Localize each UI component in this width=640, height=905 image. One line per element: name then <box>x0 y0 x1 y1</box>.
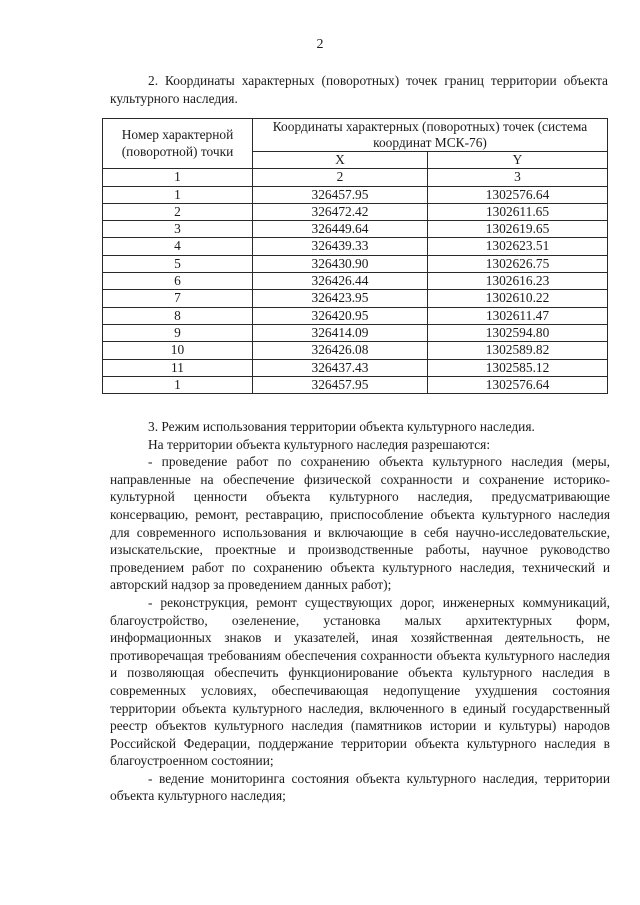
table-row <box>103 359 608 376</box>
y-coordinate-cell: 1302626.75 <box>428 255 608 272</box>
y-coordinate-cell: 1302611.47 <box>428 307 608 324</box>
table-row <box>103 324 608 341</box>
point-number-cell: 5 <box>103 255 253 272</box>
table-row <box>103 273 608 290</box>
x-coordinate-cell: 326426.08 <box>253 342 428 359</box>
table-row <box>103 307 608 324</box>
y-coordinate-cell: 1302611.65 <box>428 203 608 220</box>
point-number-cell: 4 <box>103 238 253 255</box>
point-number-cell: 1 <box>103 376 253 393</box>
point-number-cell: 8 <box>103 307 253 324</box>
x-coordinate-cell: 326439.33 <box>253 238 428 255</box>
x-coordinate-cell: 326426.44 <box>253 273 428 290</box>
permitted-item-reconstruction: - реконструкция, ремонт существующих дорог, инженерных коммуникаций, благоустройство, озеленение, установка малых архитектурных форм, информационных знаков и указателей, иная хозяйственная деятельность, не противоречащая требованиям обеспечения сохранности объекта культурного наследия и позволяющая обеспечить функционирование объекта культурного наследия в современных условиях, обеспечивающая недопущение ухудшения состояния территории объекта культурного наследия, включенного в единый государственный реестр объектов культурного наследия (памятников истории и культуры) народов Российской Федерации, поддержание территории объекта культурного наследия в благоустроенном состоянии; <box>110 594 610 769</box>
y-coordinate-cell: 1302623.51 <box>428 238 608 255</box>
header-point-number: Номер характерной (поворотной) точки <box>103 119 253 169</box>
section-3-heading: 3. Режим использования территории объекта культурного наследия. <box>148 419 535 434</box>
x-coordinate-cell: 326423.95 <box>253 290 428 307</box>
coordinates-table <box>102 118 608 394</box>
point-number-cell: 9 <box>103 324 253 341</box>
x-coordinate-cell: 326449.64 <box>253 221 428 238</box>
y-coordinate-cell: 1302594.80 <box>428 324 608 341</box>
table-row <box>103 238 608 255</box>
table-row <box>103 255 608 272</box>
y-coordinate-cell: 1302585.12 <box>428 359 608 376</box>
point-number-cell: 11 <box>103 359 253 376</box>
header-y: Y <box>428 152 608 169</box>
page-number: 2 <box>316 37 324 52</box>
point-number-cell: 1 <box>103 186 253 203</box>
point-number-cell: 7 <box>103 290 253 307</box>
permitted-item-monitoring: - ведение мониторинга состояния объекта культурного наследия, территории объекта культурного наследия; <box>110 770 610 804</box>
section-3 <box>110 418 610 805</box>
section-2-heading: 2. Координаты характерных (поворотных) точек границ территории объекта культурного наследия. <box>110 73 608 106</box>
table-row <box>103 186 608 203</box>
x-coordinate-cell: 326437.43 <box>253 359 428 376</box>
column-index: 1 <box>103 169 253 186</box>
column-index: 2 <box>253 169 428 186</box>
point-number-cell: 10 <box>103 342 253 359</box>
y-coordinate-cell: 1302616.23 <box>428 273 608 290</box>
y-coordinate-cell: 1302589.82 <box>428 342 608 359</box>
x-coordinate-cell: 326414.09 <box>253 324 428 341</box>
header-coordinates: Координаты характерных (поворотных) точек (система координат МСК-76) <box>253 119 608 152</box>
table-row <box>103 376 608 393</box>
table-row <box>103 203 608 220</box>
section-3-intro: На территории объекта культурного наследия разрешаются: <box>148 436 491 452</box>
x-coordinate-cell: 326420.95 <box>253 307 428 324</box>
x-coordinate-cell: 326472.42 <box>253 203 428 220</box>
table-row <box>103 221 608 238</box>
y-coordinate-cell: 1302619.65 <box>428 221 608 238</box>
x-coordinate-cell: 326457.95 <box>253 186 428 203</box>
table-row <box>103 290 608 307</box>
permitted-item-preservation: - проведение работ по сохранению объекта культурного наследия (меры, направленные на обеспечение физической сохранности и сохранение историко-культурной ценности объекта культурного наследия, предусматривающие консервацию, ремонт, реставрацию, приспособление объекта культурного наследия для современного использования и включающие в себя научно-исследовательские, изыскательские, проектные и производственные работы, научное руководство проведением работ по сохранению объекта культурного наследия, технический и авторский надзор за проведением данных работ); <box>110 454 610 593</box>
point-number-cell: 6 <box>103 273 253 290</box>
y-coordinate-cell: 1302576.64 <box>428 186 608 203</box>
point-number-cell: 3 <box>103 221 253 238</box>
x-coordinate-cell: 326457.95 <box>253 376 428 393</box>
y-coordinate-cell: 1302576.64 <box>428 376 608 393</box>
table-row <box>103 342 608 359</box>
y-coordinate-cell: 1302610.22 <box>428 290 608 307</box>
column-index: 3 <box>428 169 608 186</box>
x-coordinate-cell: 326430.90 <box>253 255 428 272</box>
header-x: X <box>253 152 428 169</box>
point-number-cell: 2 <box>103 203 253 220</box>
column-index-row <box>103 169 608 186</box>
